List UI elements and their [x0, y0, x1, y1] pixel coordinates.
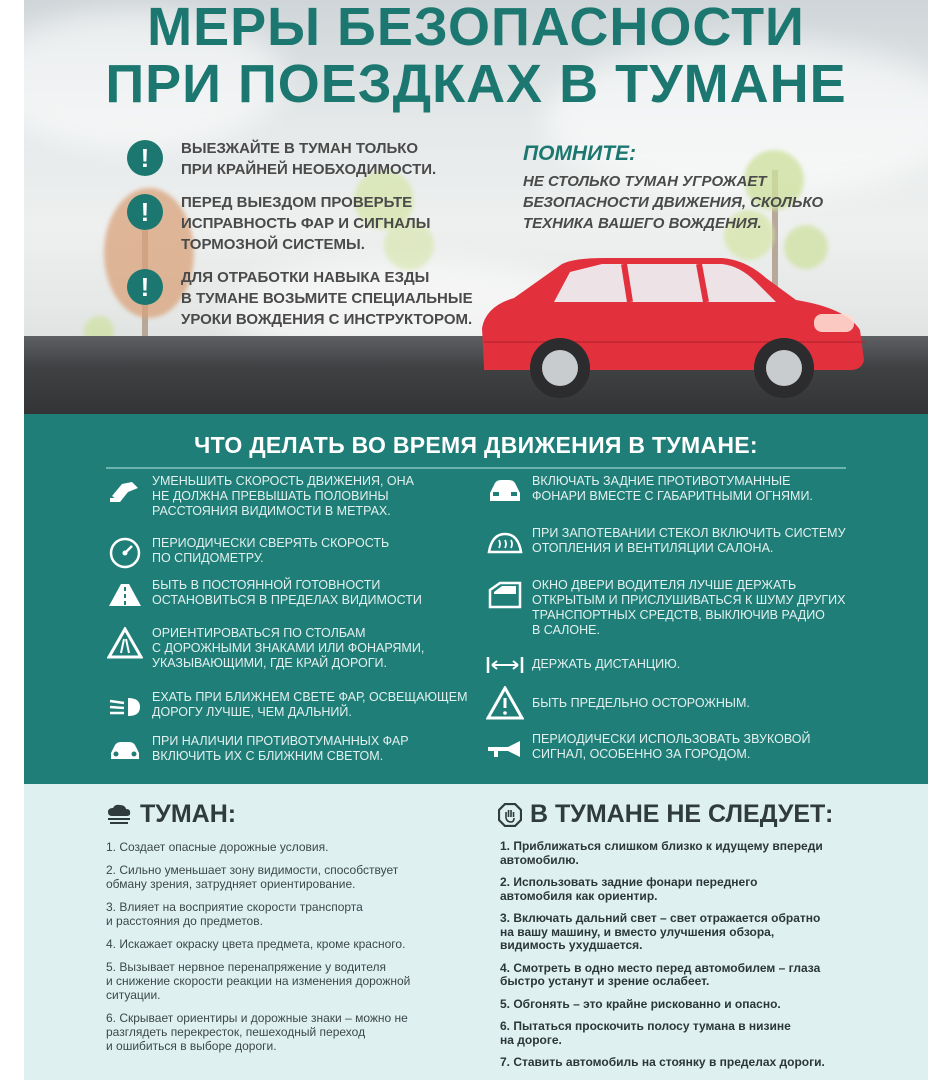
- driving-rules-section: [24, 414, 928, 784]
- rule-item: ОРИЕНТИРОВАТЬСЯ ПО СТОЛБАМ С ДОРОЖНЫМИ ЗНАКАМИ ИЛИ ФОНАРЯМИ, УКАЗЫВАЮЩИМИ, ГДЕ КРАЙ ДОРОГИ.: [106, 626, 424, 671]
- section-title: ЧТО ДЕЛАТЬ ВО ВРЕМЯ ДВИЖЕНИЯ В ТУМАНЕ:: [194, 432, 758, 458]
- fog-heading: ТУМАН:: [106, 800, 236, 829]
- list-item: 7. Ставить автомобиль на стоянку в пределах дороги.: [500, 1055, 825, 1069]
- speedometer-icon: [106, 536, 144, 570]
- horn-icon: [486, 732, 524, 766]
- list-item: 2. Сильно уменьшает зону видимости, способствует обману зрения, затрудняет ориентирование.: [106, 863, 399, 891]
- fog-effects-list: [106, 840, 486, 1062]
- rule-item: ПРИ НАЛИЧИИ ПРОТИВОТУМАННЫХ ФАР ВКЛЮЧИТЬ ИХ С БЛИЖНИМ СВЕТОМ.: [106, 734, 409, 768]
- distance-icon: [486, 648, 524, 682]
- rule-item: ПРИ ЗАПОТЕВАНИИ СТЕКОЛ ВКЛЮЧИТЬ СИСТЕМУ ОТОПЛЕНИЯ И ВЕНТИЛЯЦИИ САЛОНА.: [486, 526, 846, 560]
- low-beam-icon: [106, 690, 144, 724]
- rear-fog-lights-icon: [486, 474, 524, 508]
- brake-pedal-icon: [106, 474, 144, 508]
- list-item: 3. Включать дальний свет – свет отражается обратно на вашу машину, и вместо улучшения обзора, видимость ухудшается.: [500, 911, 821, 952]
- rule-item: ЕХАТЬ ПРИ БЛИЖНЕМ СВЕТЕ ФАР, ОСВЕЩАЮЩЕМ ДОРОГУ ЛУЧШЕ, ЧЕМ ДАЛЬНИЙ.: [106, 690, 468, 724]
- warning-text: ВЫЕЗЖАЙТЕ В ТУМАН ТОЛЬКО ПРИ КРАЙНЕЙ НЕОБХОДИМОСТИ.: [181, 140, 437, 178]
- list-item: 1. Приближаться слишком близко к идущему впереди автомобилю.: [500, 839, 823, 867]
- warning-triangle-icon: [486, 686, 524, 720]
- exclamation-icon: !: [127, 194, 163, 230]
- list-item: 1. Создает опасные дорожные условия.: [106, 840, 329, 854]
- red-car-illustration: [474, 250, 874, 400]
- rule-item: УМЕНЬШИТЬ СКОРОСТЬ ДВИЖЕНИЯ, ОНА НЕ ДОЛЖНА ПРЕВЫШАТЬ ПОЛОВИНЫ РАССТОЯНИЯ ВИДИМОСТИ В МЕТРАХ.: [106, 474, 414, 519]
- rule-item: БЫТЬ В ПОСТОЯННОЙ ГОТОВНОСТИ ОСТАНОВИТЬСЯ В ПРЕДЕЛАХ ВИДИМОСТИ: [106, 578, 422, 612]
- rule-item: ПЕРИОДИЧЕСКИ ИСПОЛЬЗОВАТЬ ЗВУКОВОЙ СИГНАЛ, ОСОБЕННО ЗА ГОРОДОМ.: [486, 732, 810, 766]
- page-title-line-2: ПРИ ПОЕЗДКАХ В ТУМАНЕ: [105, 54, 847, 114]
- list-item: 6. Пытаться проскочить полосу тумана в низине на дороге.: [500, 1019, 791, 1047]
- list-item: 3. Влияет на восприятие скорости транспорта и расстояния до предметов.: [106, 900, 363, 928]
- car-window-icon: [486, 578, 524, 612]
- rule-item: ВКЛЮЧАТЬ ЗАДНИЕ ПРОТИВОТУМАННЫЕ ФОНАРИ ВМЕСТЕ С ГАБАРИТНЫМИ ОГНЯМИ.: [486, 474, 813, 508]
- rule-item: ДЕРЖАТЬ ДИСТАНЦИЮ.: [486, 648, 680, 682]
- warning-text: ДЛЯ ОТРАБОТКИ НАВЫКА ЕЗДЫ В ТУМАНЕ ВОЗЬМИТЕ СПЕЦИАЛЬНЫЕ УРОКИ ВОЖДЕНИЯ С ИНСТРУКТОРОМ.: [181, 269, 473, 328]
- windshield-defrost-icon: [486, 526, 524, 560]
- list-item: 6. Скрывает ориентиры и дорожные знаки – можно не разглядеть перекресток, пешеходный переход и ошибиться в выборе дороги.: [106, 1011, 408, 1053]
- exclamation-icon: !: [127, 140, 163, 176]
- list-item: 5. Вызывает нервное перенапряжение у водителя и снижение скорости реакции на изменения дорожной ситуации.: [106, 960, 411, 1002]
- dont-heading: В ТУМАНЕ НЕ СЛЕДУЕТ:: [498, 800, 833, 829]
- fog-info-section: [24, 784, 928, 1080]
- fog-lights-icon: [106, 734, 144, 768]
- warning-text: ПЕРЕД ВЫЕЗДОМ ПРОВЕРЬТЕ ИСПРАВНОСТЬ ФАР И СИГНАЛЫ ТОРМОЗНОЙ СИСТЕМЫ.: [181, 194, 431, 253]
- rule-item: ОКНО ДВЕРИ ВОДИТЕЛЯ ЛУЧШЕ ДЕРЖАТЬ ОТКРЫТЫМ И ПРИСЛУШИВАТЬСЯ К ШУМУ ДРУГИХ ТРАНСПОРТНЫХ СРЕДСТВ, ВЫКЛЮЧИВ РАДИО В САЛОНЕ.: [486, 578, 846, 638]
- list-item: 2. Использовать задние фонари переднего автомобиля как ориентир.: [500, 875, 758, 903]
- rule-item: БЫТЬ ПРЕДЕЛЬНО ОСТОРОЖНЫМ.: [486, 686, 750, 720]
- remember-heading: ПОМНИТЕ:: [523, 142, 637, 165]
- list-item: 5. Обгонять – это крайне рискованно и опасно.: [500, 996, 781, 1011]
- stop-hand-icon: [498, 803, 522, 827]
- divider: [106, 467, 846, 469]
- rule-item: ПЕРИОДИЧЕСКИ СВЕРЯТЬ СКОРОСТЬ ПО СПИДОМЕТРУ.: [106, 536, 389, 570]
- fog-cloud-icon: [106, 804, 132, 826]
- remember-text: НЕ СТОЛЬКО ТУМАН УГРОЖАЕТ БЕЗОПАСНОСТИ ДВИЖЕНИЯ, СКОЛЬКО ТЕХНИКА ВАШЕГО ВОЖДЕНИЯ.: [523, 173, 824, 232]
- dont-list: [500, 840, 900, 1079]
- warning-item: [127, 138, 436, 180]
- road-sign-icon: [106, 626, 144, 660]
- warning-item: [127, 192, 430, 255]
- exclamation-icon: !: [127, 269, 163, 305]
- page-title-line-1: МЕРЫ БЕЗОПАСНОСТИ: [147, 0, 805, 57]
- list-item: 4. Смотреть в одно место перед автомобилем – глаза быстро устанут и зрение ослабеет.: [500, 960, 821, 988]
- list-item: 4. Искажает окраску цвета предмета, кроме красного.: [106, 937, 406, 951]
- road-icon: [106, 578, 144, 612]
- warning-item: [127, 267, 473, 330]
